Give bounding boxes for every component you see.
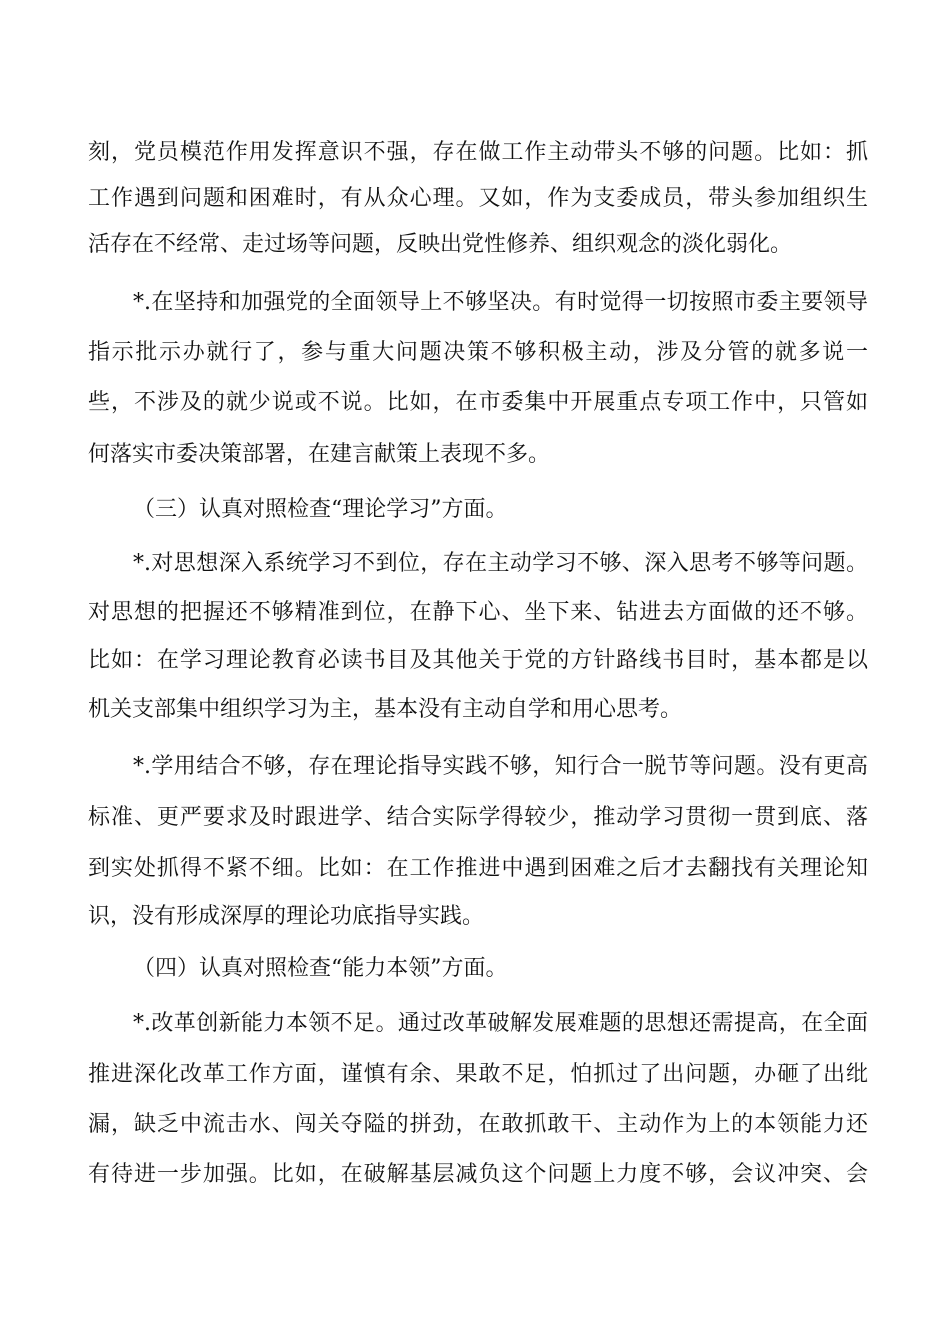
body-line: 何落实市委决策部署，在建言献策上表现不多。 (88, 442, 551, 467)
paragraph-first-line: *.在坚持和加强党的全面领导上不够坚决。有时觉得一切按照市委主要领导 (133, 290, 868, 315)
section-heading: （三）认真对照检查“理论学习”方面。 (133, 497, 508, 522)
body-line: 推进深化改革工作方面，谨慎有余、果敢不足，怕抓过了出问题，办砸了出纰 (88, 1062, 868, 1087)
body-line: 些，不涉及的就少说或不说。比如，在市委集中开展重点专项工作中，只管如 (88, 390, 868, 415)
body-line: 刻，党员模范作用发挥意识不强，存在做工作主动带头不够的问题。比如：抓 (88, 140, 868, 165)
body-line: 机关支部集中组织学习为主，基本没有主动自学和用心思考。 (88, 697, 683, 722)
body-line: 对思想的把握还不够精准到位，在静下心、坐下来、钻进去方面做的还不够。 (88, 600, 868, 625)
body-line: 指示批示办就行了，参与重大问题决策不够积极主动，涉及分管的就多说一 (88, 340, 868, 365)
body-line: 识，没有形成深厚的理论功底指导实践。 (88, 904, 485, 929)
paragraph-first-line: *.改革创新能力本领不足。通过改革破解发展难题的思想还需提高，在全面 (133, 1011, 868, 1036)
body-line: 到实处抓得不紧不细。比如：在工作推进中遇到困难之后才去翻找有关理论知 (88, 856, 868, 881)
paragraph-first-line: *.对思想深入系统学习不到位，存在主动学习不够、深入思考不够等问题。 (133, 551, 868, 576)
section-heading: （四）认真对照检查“能力本领”方面。 (133, 956, 508, 981)
body-line: 标准、更严要求及时跟进学、结合实际学得较少，推动学习贯彻一贯到底、落 (88, 805, 868, 830)
paragraph-first-line: *.学用结合不够，存在理论指导实践不够，知行合一脱节等问题。没有更高 (133, 754, 868, 779)
body-line: 比如：在学习理论教育必读书目及其他关于党的方针路线书目时，基本都是以 (88, 648, 868, 673)
body-line: 活存在不经常、走过场等问题，反映出党性修养、组织观念的淡化弱化。 (88, 232, 793, 257)
body-line: 漏，缺乏中流击水、闯关夺隘的拼劲，在敢抓敢干、主动作为上的本领能力还 (88, 1112, 868, 1137)
body-line: 有待进一步加强。比如，在破解基层减负这个问题上力度不够，会议冲突、会 (88, 1162, 868, 1187)
body-line: 工作遇到问题和困难时，有从众心理。又如，作为支委成员，带头参加组织生 (88, 186, 868, 211)
